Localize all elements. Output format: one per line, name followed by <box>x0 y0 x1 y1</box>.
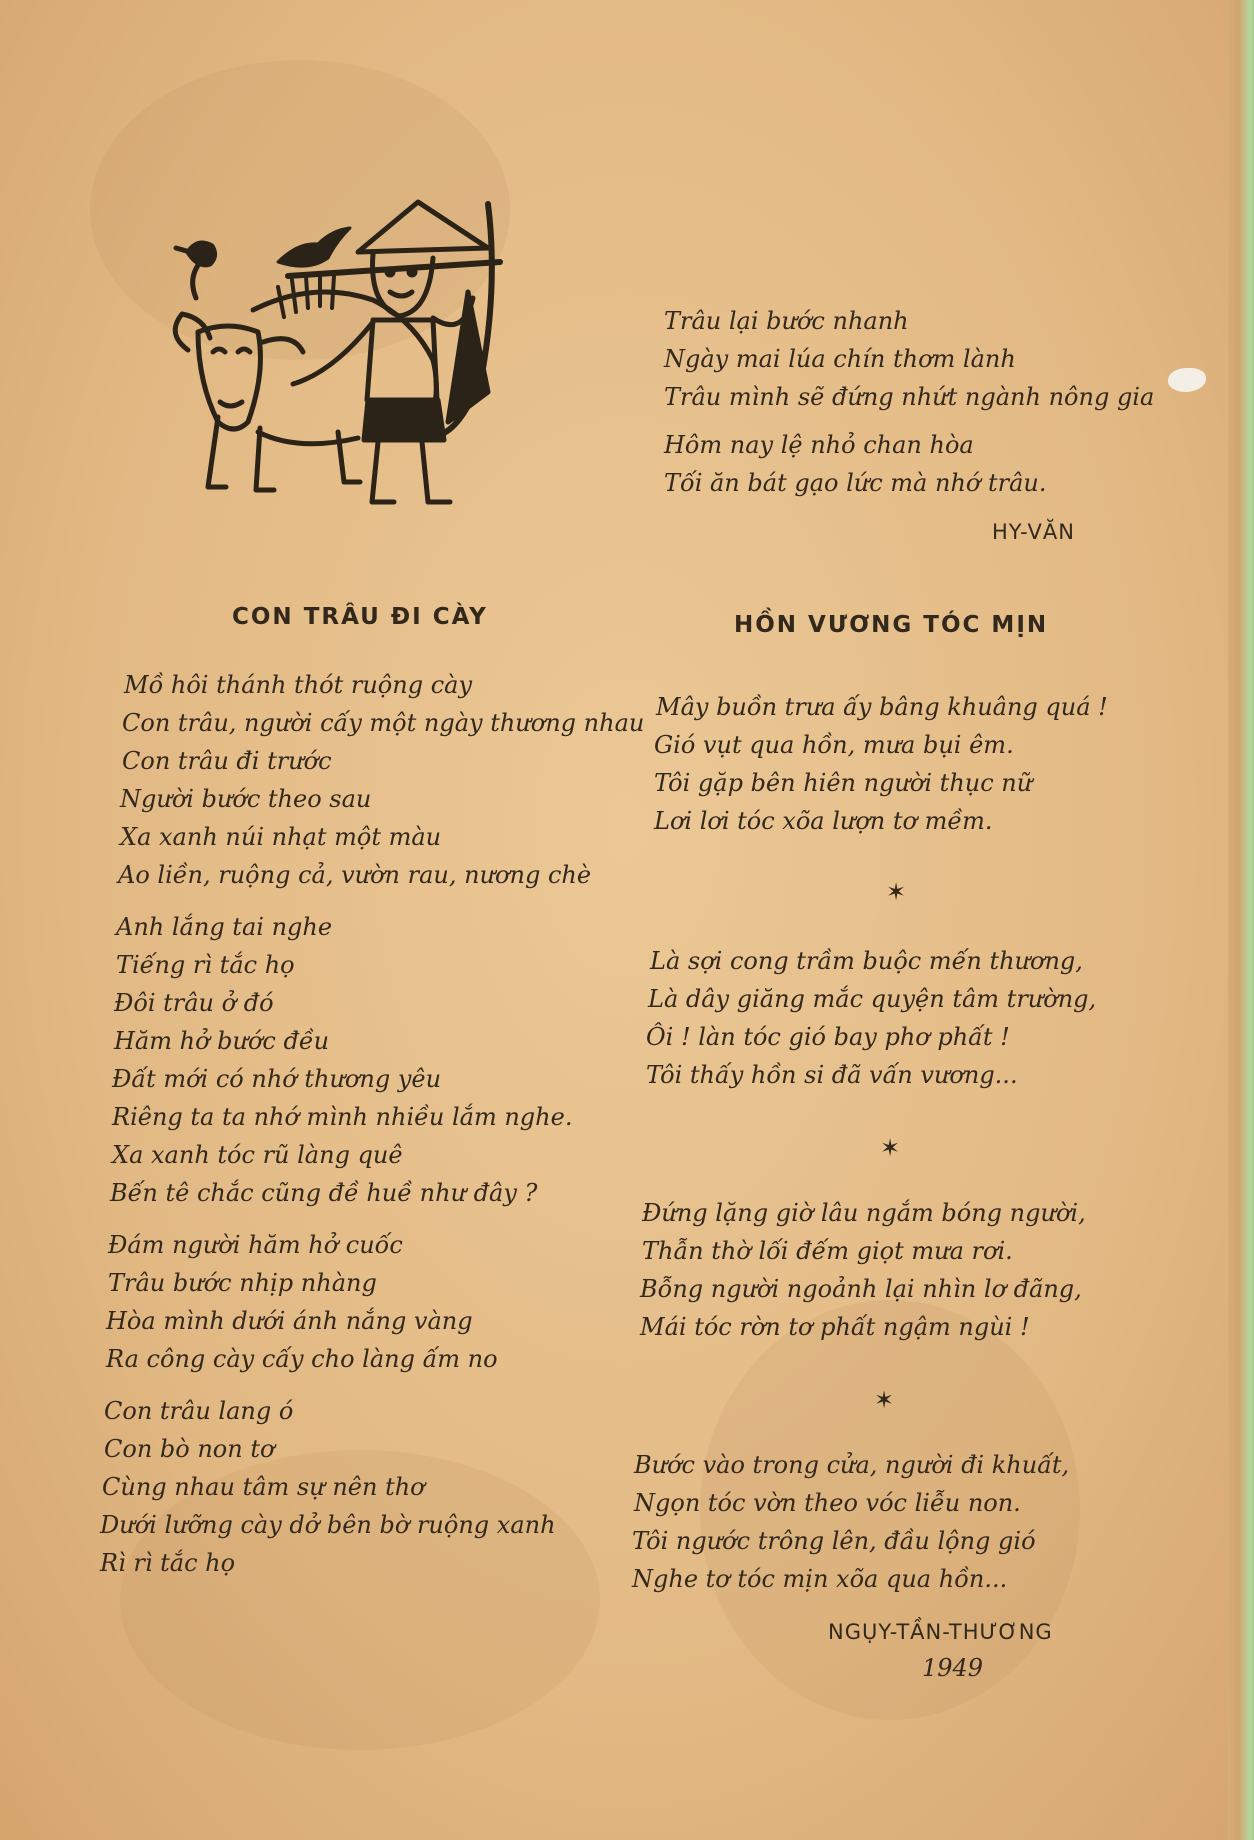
poem-line: Tôi ngước trông lên, đầu lộng gió <box>632 1527 1036 1555</box>
poem-line: Người bước theo sau <box>120 785 372 813</box>
poem-line: Hôm nay lệ nhỏ chan hòa <box>664 431 974 459</box>
poem-line: Là sợi cong trầm buộc mến thương, <box>650 947 1083 975</box>
poem-line: Hòa mình dưới ánh nắng vàng <box>106 1307 473 1335</box>
separator-star-icon: ✶ <box>874 1386 895 1414</box>
poem-line: Là dây giăng mắc quyện tâm trường, <box>648 985 1097 1013</box>
poem-line: Con trâu, người cấy một ngày thương nhau <box>122 709 645 737</box>
separator-star-icon: ✶ <box>880 1134 901 1162</box>
poem-line: Riêng ta ta nhớ mình nhiều lắm nghe. <box>112 1103 573 1131</box>
poem-title: CON TRÂU ĐI CÀY <box>232 604 488 630</box>
poem-title: HỒN VƯƠNG TÓC MỊN <box>734 612 1049 638</box>
buffalo-farmer-illustration <box>168 192 588 522</box>
poem-line: Ra công cày cấy cho làng ấm no <box>106 1345 498 1373</box>
poem-line: Nghe tơ tóc mịn xõa qua hồn... <box>632 1565 1008 1593</box>
poem-line: Trâu bước nhịp nhàng <box>108 1269 377 1297</box>
poem-line: Rì rì tắc họ <box>100 1549 236 1577</box>
poem-line: Bước vào trong cửa, người đi khuất, <box>634 1451 1070 1479</box>
poem-line: Tôi gặp bên hiên người thục nữ <box>654 769 1033 797</box>
poem-line: Ngọn tóc vờn theo vóc liễu non. <box>634 1489 1021 1517</box>
poem-line: Con trâu đi trước <box>122 747 332 775</box>
poem-line: Bến tê chắc cũng đề huề như đây ? <box>110 1179 538 1207</box>
poem-line: Ao liền, ruộng cả, vườn rau, nương chè <box>118 861 592 889</box>
poem-line: Ngày mai lúa chín thơm lành <box>664 345 1016 373</box>
poem-author: HY-VĂN <box>992 520 1075 544</box>
poem-line: Mồ hôi thánh thót ruộng cày <box>124 671 473 699</box>
paper-tear <box>1168 368 1206 392</box>
buffalo-farmer-drawing <box>168 192 588 522</box>
poem-line: Ôi ! làn tóc gió bay phơ phất ! <box>646 1023 1010 1051</box>
poem-line: Tối ăn bát gạo lức mà nhớ trâu. <box>664 469 1047 497</box>
poem-line: Lơi lơi tóc xõa lượn tơ mềm. <box>654 807 993 835</box>
poem-line: Con bò non tơ <box>104 1435 275 1463</box>
separator-star-icon: ✶ <box>886 878 907 906</box>
poem-line: Thẫn thờ lối đếm giọt mưa rơi. <box>642 1237 1013 1265</box>
poem-line: Trâu mình sẽ đứng nhứt ngành nông gia <box>664 383 1155 411</box>
poem-line: Xa xanh tóc rũ làng quê <box>112 1141 403 1169</box>
poem-line: Anh lắng tai nghe <box>116 913 333 941</box>
poem-line: Xa xanh núi nhạt một màu <box>120 823 442 851</box>
poem-line: Tiếng rì tắc họ <box>116 951 295 979</box>
page-edge <box>1228 0 1254 1840</box>
poem-line: Trâu lại bước nhanh <box>664 307 909 335</box>
poem-line: Gió vụt qua hồn, mưa bụi êm. <box>654 731 1014 759</box>
poem-line: Tôi thấy hồn si đã vấn vương... <box>646 1061 1018 1089</box>
poem-line: Cùng nhau tâm sự nên thơ <box>102 1473 425 1501</box>
poem-line: Đất mới có nhớ thương yêu <box>112 1065 442 1093</box>
poem-line: Đám người hăm hở cuốc <box>108 1231 403 1259</box>
poem-line: Con trâu lang ó <box>104 1397 294 1425</box>
poem-line: Hăm hở bước đều <box>114 1027 330 1055</box>
poem-author: NGỤY-TẦN-THƯƠNG <box>828 1620 1053 1644</box>
poem-line: Đứng lặng giờ lâu ngắm bóng người, <box>642 1199 1086 1227</box>
poem-line: Mái tóc rờn tơ phất ngậm ngùi ! <box>640 1313 1030 1341</box>
poem-line: Mây buồn trưa ấy bâng khuâng quá ! <box>656 693 1108 721</box>
poem-year: 1949 <box>922 1654 984 1682</box>
poem-line: Bỗng người ngoảnh lại nhìn lơ đãng, <box>640 1275 1082 1303</box>
poem-line: Đôi trâu ở đó <box>114 989 274 1017</box>
poem-line: Dưới lưỡng cày dở bên bờ ruộng xanh <box>100 1511 556 1539</box>
